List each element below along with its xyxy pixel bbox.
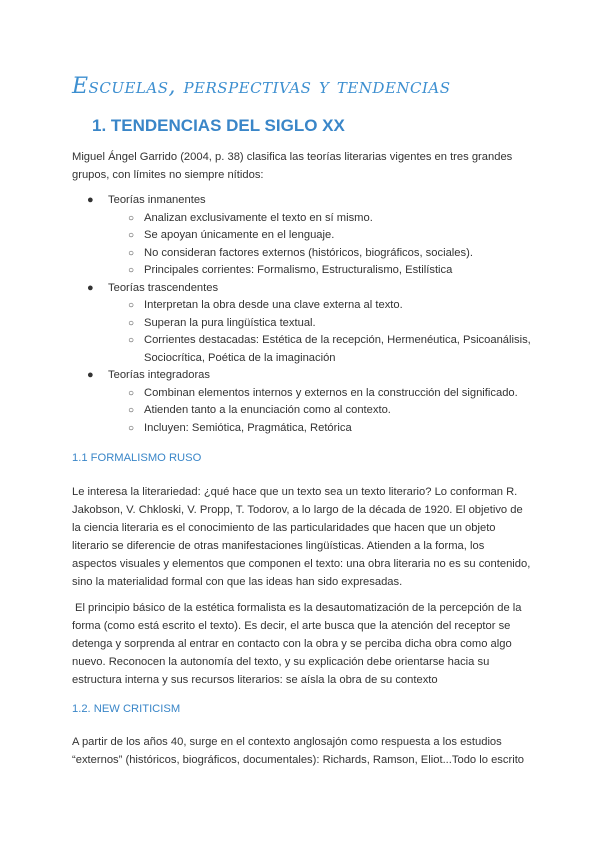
circle-bullet-icon: ○ [128, 230, 135, 241]
circle-bullet-icon: ○ [128, 265, 135, 276]
circle-bullet-icon: ○ [128, 300, 135, 311]
bullet-icon: ● [87, 369, 94, 381]
list-item [72, 332, 542, 367]
formalismo-paragraph-1: Le interesa la literariedad: ¿qué hace que un texto sea un texto literario? Lo conforman R. Jakobson, V. Chkloski, V. Propp, T. Todorov, a lo largo de la década de 1920. El objetivo de la ciencia literaria es el conocimiento de las particularidades que hacen que un objeto literario se diferencie de otras manifestaciones lingüísticas. Atienden a la forma, los aspectos visuales y elementos que componen el texto: una obra literaria no es su contenido, sino la materialidad formal con que las ideas han sido expresadas. [72, 486, 531, 588]
new-criticism-paragraph: A partir de los años 40, surge en el contexto anglosajón como respuesta a los estudios “externos” (históricos, biográficos, documentales): Richards, Ramson, Eliot...Todo lo escrito [72, 736, 525, 766]
intro-paragraph: Miguel Ángel Garrido (2004, p. 38) clasifica las teorías literarias vigentes en tres grandes grupos, con límites no siempre nítidos: [72, 151, 513, 181]
list-item [72, 402, 542, 420]
list-item [72, 280, 542, 298]
circle-bullet-icon: ○ [128, 387, 135, 399]
bullet-icon: ● [87, 281, 94, 294]
list-item [72, 245, 542, 263]
list-item [72, 192, 542, 210]
document-title: Escuelas, perspectivas y tendencias [72, 74, 451, 99]
list-item [72, 420, 542, 438]
circle-bullet-icon: ○ [128, 422, 135, 434]
circle-bullet-icon: ○ [128, 335, 135, 346]
sub-item: Principales corrientes: Formalismo, Estructuralismo, Estilística [144, 264, 453, 276]
section-heading-formalismo: 1.1 FORMALISMO RUSO [72, 452, 202, 464]
sub-item: Superan la pura lingüística textual. [144, 316, 316, 329]
list-item [72, 385, 542, 403]
sub-item: Interpretan la obra desde una clave externa al texto. [144, 299, 403, 311]
sub-item: Atienden tanto a la enunciación como al contexto. [144, 404, 391, 416]
circle-bullet-icon: ○ [128, 247, 135, 259]
group-label: Teorías inmanentes [108, 194, 206, 206]
list-item [72, 227, 542, 245]
list-item [72, 210, 542, 228]
list-item [72, 262, 542, 280]
sub-item: Combinan elementos internos y externos en la construcción del significado. [144, 386, 518, 399]
sub-item: Se apoyan únicamente en el lenguaje. [144, 229, 335, 241]
sub-item: Corrientes destacadas: Estética de la recepción, Hermenéutica, Psicoanálisis, Sociocrítica, Poética de la imaginación [144, 334, 531, 364]
sub-item: Analizan exclusivamente el texto en sí mismo. [144, 211, 373, 224]
section-heading-tendencias: 1. TENDENCIAS DEL SIGLO XX [92, 116, 345, 135]
list-item [72, 297, 542, 315]
sub-item: Incluyen: Semiótica, Pragmática, Retórica [144, 421, 352, 434]
sub-item: No consideran factores externos (históricos, biográficos, sociales). [144, 246, 473, 259]
circle-bullet-icon: ○ [128, 212, 135, 224]
circle-bullet-icon: ○ [128, 405, 135, 416]
bullet-icon: ● [87, 194, 94, 206]
list-item [72, 367, 542, 385]
section-heading-new-criticism: 1.2. NEW CRITICISM [72, 703, 181, 715]
list-item [72, 315, 542, 333]
theories-list [72, 192, 542, 437]
group-label: Teorías trascendentes [108, 281, 219, 294]
group-label: Teorías integradoras [108, 369, 210, 381]
circle-bullet-icon: ○ [128, 317, 135, 329]
formalismo-paragraph-2: El principio básico de la estética formalista es la desautomatización de la percepción de la forma (como está escrito el texto). Es decir, el arte busca que la atención del receptor se detenga y sorprenda al entrar en contacto con la obra y se perciba dicha obra como algo nuevo. Reconocen la autonomía del texto, y su explicación debe orientarse hacia su estructura interna y sus recursos literarios: se aísla la obra de su contexto [72, 602, 522, 686]
